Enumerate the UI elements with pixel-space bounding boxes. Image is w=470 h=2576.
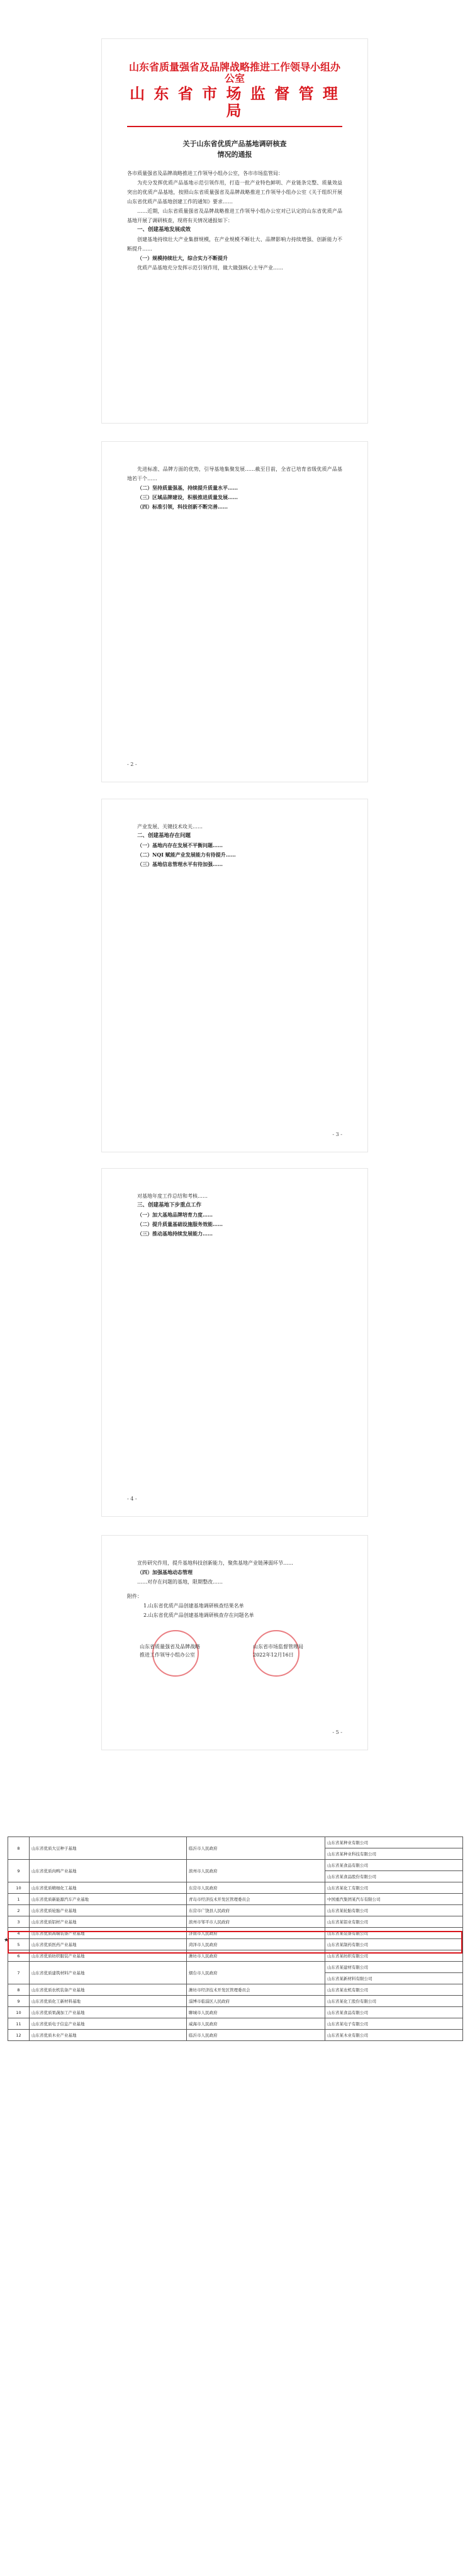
signatory-1 (140, 1643, 200, 1659)
page-2-heading: （三）区域品牌建设，积极推进质量发展…… (137, 494, 238, 500)
page-2-heading: （四）标准引领，科技创新不断完善…… (137, 503, 228, 510)
enterprise-name: 山东省某化工股份有限公司 (325, 1996, 463, 2007)
row-number: 4 (8, 1928, 30, 1939)
base-name: 山东省优质医药产业基地 (30, 1939, 187, 1950)
row-number: 10 (8, 1882, 30, 1894)
document-page-2 (102, 442, 367, 782)
page-3-heading: （二）NQI 赋能产业发展能力有待提升…… (137, 852, 236, 858)
row-number: 10 (8, 2007, 30, 2018)
page-4-heading: （二）提升质量基础设施服务效能…… (137, 1221, 223, 1227)
document-title (127, 138, 342, 160)
responsible-unit: 滨州市邹平市人民政府 (187, 1916, 325, 1928)
base-name: 山东省优质电子信息产业基地 (30, 2018, 187, 2030)
page-number: - 4 - (127, 1496, 137, 1502)
table-row (8, 2007, 463, 2018)
attachment-label: 附件： (127, 1594, 142, 1599)
page-5-paragraph: ……对存在问题的基地，限期整改…… (137, 1579, 223, 1585)
intro-paragraph-2: ……近期，山东省质量强省及品牌战略推进工作领导小组办公室对已认定的山东省优质产品基地开展了调研核查，现将有关情况通报如下： (127, 208, 342, 223)
row-number: 6 (8, 1950, 30, 1962)
row-number: 2 (8, 1905, 30, 1916)
signature-date: 2022年12月16日 (253, 1652, 294, 1658)
page-3-heading: （一）基地内存在发展不平衡问题…… (137, 842, 223, 848)
row-number: 5 (8, 1939, 30, 1950)
responsible-unit: 临沂市人民政府 (187, 1837, 325, 1860)
base-name: 山东省优质铝材产业基地 (30, 1916, 187, 1928)
section-1-paragraph: 创建基地持续壮大产业集群规模，在产业规模不断壮大、品牌影响力持续增强、创新能力不断提升…… (127, 236, 342, 252)
document-page-4 (102, 1169, 367, 1516)
signatory-2-line-1: 山东省市场监督管理局 (253, 1644, 303, 1650)
table-row (8, 1860, 463, 1871)
title-line-1: 关于山东省优质产品基地调研核查 (182, 139, 287, 148)
enterprise-name: 山东省某轮胎有限公司 (325, 1905, 463, 1916)
base-list-table (8, 1836, 463, 2041)
responsible-unit: 临沂市人民政府 (187, 2030, 325, 2041)
enterprise-name: 山东省某铝业有限公司 (325, 1916, 463, 1928)
responsible-unit: 东营市广饶县人民政府 (187, 1905, 325, 1916)
responsible-unit: 菏泽市人民政府 (187, 1939, 325, 1950)
base-name: 山东省优质大豆种子基地 (30, 1837, 187, 1860)
base-name: 山东省优质纺织服装产业基地 (30, 1950, 187, 1962)
row-number: 11 (8, 2018, 30, 2030)
row-number: 12 (8, 2030, 30, 2041)
row-number: 7 (8, 1962, 30, 1984)
salutation: 各市质量强省及品牌战略推进工作领导小组办公室，各市市场监管局： (127, 170, 283, 176)
enterprise-name: 中国重汽集团某汽车有限公司 (325, 1894, 463, 1905)
signatory-1-line-1: 山东省质量强省及品牌战略 (140, 1644, 200, 1650)
responsible-unit: 青岛市经济技术开发区管理委员会 (187, 1894, 325, 1905)
enterprise-name: 山东省某制药有限公司 (325, 1939, 463, 1950)
section-heading-2: 二、创建基地存在问题 (137, 833, 191, 839)
row-number: 8 (8, 1984, 30, 1996)
row-number: 3 (8, 1916, 30, 1928)
responsible-unit: 烟台市人民政府 (187, 1962, 325, 1984)
page-4-paragraph: 对基地年度工作总结和考核…… (137, 1193, 208, 1199)
table-row (8, 1894, 463, 1905)
enterprise-name: 山东省某新材料有限公司 (325, 1973, 463, 1984)
red-divider (127, 126, 342, 127)
enterprise-name: 山东省某食品有限公司 (325, 2007, 463, 2018)
base-name: 山东省优质农机装备产业基地 (30, 1984, 187, 1996)
base-name: 山东省优质木业产业基地 (30, 2030, 187, 2041)
attachment-2: 2.山东省优质产品创建基地调研核查存在问题名单 (143, 1612, 254, 1618)
row-number: 8 (8, 1837, 30, 1860)
table-row (8, 1837, 463, 1848)
responsible-unit: 滨州市人民政府 (187, 1860, 325, 1882)
base-name: 山东省优质精细化工基地 (30, 1882, 187, 1894)
base-name: 山东省优质轮胎产业基地 (30, 1905, 187, 1916)
document-page-3 (102, 799, 367, 1152)
responsible-unit: 东营市人民政府 (187, 1882, 325, 1894)
page-5-paragraph: 宣传研究作用，提升基地科技创新能力，聚焦基地产业链薄弱环节…… (137, 1560, 293, 1566)
enterprise-name: 山东省某食品有限公司 (325, 1860, 463, 1871)
header-line-1: 山东省质量强省及品牌战略推进工作领导小组办公室 (128, 61, 340, 85)
responsible-unit: 潍坊市经济技术开发区管理委员会 (187, 1984, 325, 1996)
section-heading-3: 三、创建基地下步重点工作 (137, 1202, 202, 1208)
enterprise-name: 山东省某食品股份有限公司 (325, 1871, 463, 1882)
table-row (8, 1950, 463, 1962)
intro-paragraph-1: 为充分发挥优质产品基地示范引领作用，打造一批产业特色鲜明、产业链条完整、质量效益突出的优质产品基地，按照山东省质量强省及品牌战略推进工作领导小组办公室《关于组织开展山东省优质产品基地创建工作的通知》要求…… (127, 179, 342, 205)
table-row (8, 1882, 463, 1894)
page-4-heading: （三）推动基地持续发展能力…… (137, 1230, 213, 1237)
page-3-paragraph: 产业发展、关键技术攻关…… (137, 824, 203, 830)
table-row (8, 1916, 463, 1928)
table-row (8, 1996, 463, 2007)
table-row (8, 1928, 463, 1939)
document-red-header (127, 62, 342, 120)
subsection-heading: （一）规模持续壮大，综合实力不断提升 (137, 254, 228, 261)
title-line-2: 情况的通报 (217, 150, 252, 159)
responsible-unit: 聊城市人民政府 (187, 2007, 325, 2018)
base-name: 山东省优质新能源汽车产业基地 (30, 1894, 187, 1905)
base-name: 山东省优质肉鸭产业基地 (30, 1860, 187, 1882)
row-number: 9 (8, 1996, 30, 2007)
document-page-1 (102, 39, 367, 423)
table-row (8, 1905, 463, 1916)
responsible-unit: 济南市人民政府 (187, 1928, 325, 1939)
table-row (8, 2030, 463, 2041)
attachment-1: 1.山东省优质产品创建基地调研核查结果名单 (143, 1603, 244, 1609)
page-number: - 3 - (332, 1132, 342, 1137)
signatory-1-line-2: 推进工作领导小组办公室 (140, 1652, 195, 1658)
row-number: 9 (8, 1860, 30, 1882)
base-name: 山东省优质高端装备产业基地 (30, 1928, 187, 1939)
table-row (8, 1962, 463, 1973)
table-row (8, 1984, 463, 1996)
enterprise-name: 山东省某种业有限公司 (325, 1837, 463, 1848)
responsible-unit: 威海市人民政府 (187, 2018, 325, 2030)
table-row (8, 2018, 463, 2030)
page-5-heading: （四）加强基地动态管理 (137, 1569, 193, 1575)
document-page-5 (102, 1536, 367, 1750)
row-number: 1 (8, 1894, 30, 1905)
star-marker-icon: ★ (4, 1937, 9, 1943)
page-3-heading: （三）基地信息管理水平有待加强…… (137, 861, 223, 867)
page-number: - 2 - (127, 762, 137, 767)
enterprise-name: 山东省某装备有限公司 (325, 1928, 463, 1939)
subsection-paragraph: 优质产品基地充分发挥示范引领作用，做大做强核心主导产业…… (137, 264, 283, 271)
enterprise-name: 山东省某农机有限公司 (325, 1984, 463, 1996)
table-row (8, 1939, 463, 1950)
header-line-2: 山 东 省 市 场 监 督 管 理 局 (130, 84, 340, 120)
base-name: 山东省优质建筑材料产业基地 (30, 1962, 187, 1984)
enterprise-name: 山东省某电子有限公司 (325, 2018, 463, 2030)
attachment-table (4, 1836, 462, 2041)
enterprise-name: 山东省某木业有限公司 (325, 2030, 463, 2041)
page-4-heading: （一）加大基地品牌培育力度…… (137, 1212, 213, 1218)
enterprise-name: 山东省某化工有限公司 (325, 1882, 463, 1894)
page-2-paragraph: 先进标准、品牌方面的优势，引导基地集聚发展……截至目前，全省已培育省级优质产品基地若干个…… (127, 466, 342, 481)
base-name: 山东省优质果蔬加工产业基地 (30, 2007, 187, 2018)
attachments (127, 1592, 342, 1620)
base-name: 山东省优质化工新材料基地 (30, 1996, 187, 2007)
enterprise-name: 山东省某纺织有限公司 (325, 1950, 463, 1962)
page-number: - 5 - (332, 1730, 342, 1735)
signature-block (127, 1630, 342, 1687)
enterprise-name: 山东省某建材有限公司 (325, 1962, 463, 1973)
responsible-unit: 潍坊市人民政府 (187, 1950, 325, 1962)
enterprise-name: 山东省某种业科技有限公司 (325, 1848, 463, 1860)
page-2-heading: （二）坚持质量强基，持续提升质量水平…… (137, 485, 238, 491)
responsible-unit: 淄博市临淄区人民政府 (187, 1996, 325, 2007)
section-heading-1: 一、创建基地发展成效 (137, 226, 191, 233)
signatory-2 (253, 1643, 303, 1659)
